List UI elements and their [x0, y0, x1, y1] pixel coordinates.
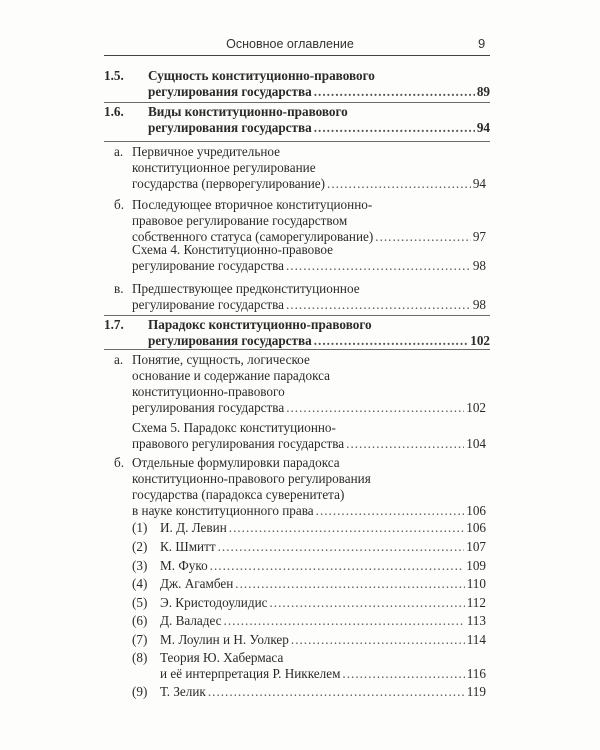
section-separator [104, 349, 490, 350]
toc-entry-number: а. [114, 144, 124, 159]
dot-leader [286, 400, 464, 416]
toc-entry-title-line: Первичное учредительное [132, 144, 280, 159]
toc-entry-page-number: 94 [472, 176, 486, 191]
toc-entry-number: 1.5. [104, 68, 124, 83]
toc-entry-title-line: Д. Валадес [160, 613, 222, 628]
toc-entry-number: (3) [132, 558, 148, 573]
toc-entry-page-number: 110 [466, 576, 486, 591]
toc-entry-page-number: 106 [466, 520, 486, 535]
toc-entry-title-line: правовое регулирование государством [132, 213, 348, 228]
running-header-page-number: 9 [478, 36, 486, 51]
toc-entry-number: (7) [132, 632, 148, 647]
toc-entry-page-number: 113 [466, 613, 486, 628]
dot-leader [314, 120, 475, 136]
toc-entry-title-line: основание и содержание парадокса [132, 368, 331, 383]
toc-entry-title-line: Отдельные формулировки парадокса [132, 455, 340, 470]
toc-entry-number: 1.6. [104, 104, 124, 119]
toc-entry-title-line: регулирование государства [132, 258, 284, 273]
section-separator [104, 141, 490, 142]
toc-entry-title-line: Э. Кристодоулидис [160, 595, 268, 610]
toc-entry-page-number: 102 [466, 400, 486, 415]
section-separator [104, 315, 490, 316]
toc-entry-title-line: регулирования государства [148, 333, 312, 348]
toc-entry-page-number: 97 [472, 229, 486, 244]
toc-entry-page-number: 98 [472, 258, 486, 273]
toc-entry-number: б. [114, 197, 125, 212]
dot-leader [327, 176, 471, 192]
running-header-title: Основное оглавление [226, 37, 354, 51]
toc-entry-number: (6) [132, 613, 148, 628]
toc-entry-number: (1) [132, 520, 148, 535]
toc-entry-title-line: конституционно-правового регулирования [132, 471, 371, 486]
toc-entry-page-number: 104 [466, 436, 486, 451]
toc-entry-title-line: М. Лоулин и Н. Уолкер [160, 632, 289, 647]
toc-entry-title-line: Теория Ю. Хабермаса [160, 650, 284, 665]
dot-leader [314, 333, 468, 349]
toc-entry-title-line: и её интерпретация Р. Никкелем [160, 666, 341, 681]
toc-entry-title-line: регулирования государства [148, 84, 312, 99]
dot-leader [346, 436, 464, 452]
dot-leader [218, 539, 465, 555]
toc-entry-title-line: регулирования государства [148, 120, 312, 135]
toc-entry-title-line: Т. Зелик [160, 684, 206, 699]
toc-entry-page-number: 89 [476, 84, 490, 99]
dot-leader [208, 684, 465, 700]
toc-entry-title-line: Виды конституционно-правового [148, 104, 348, 119]
toc-entry-title-line: Схема 5. Парадокс конституционно- [132, 420, 336, 435]
toc-entry-number: (2) [132, 539, 148, 554]
toc-entry-title-line: К. Шмитт [160, 539, 216, 554]
toc-entry-page-number: 102 [470, 333, 490, 348]
toc-entry-number: б. [114, 455, 125, 470]
dot-leader [316, 503, 465, 519]
toc-entry-title-line: Парадокс конституционно-правового [148, 317, 372, 332]
toc-entry-title-line: в науке конституционного права [132, 503, 314, 518]
toc-entry-number: а. [114, 352, 124, 367]
toc-entry-number: (5) [132, 595, 148, 610]
dot-leader [229, 520, 464, 536]
dot-leader [210, 558, 465, 574]
toc-entry-page-number: 98 [472, 297, 486, 312]
toc-entry-page-number: 112 [466, 595, 486, 610]
toc-entry-title-line: конституционно-правового [132, 384, 285, 399]
toc-entry-title-line: конституционное регулирование [132, 160, 316, 175]
toc-entry-title-line: Дж. Агамбен [160, 576, 234, 591]
toc-entry-title-line: государства (парадокса суверенитета) [132, 487, 345, 502]
toc-entry-number: (8) [132, 650, 148, 665]
toc-entry-title-line: собственного статуса (саморегулирование) [132, 229, 374, 244]
toc-entry-title-line: Сущность конституционно-правового [148, 68, 375, 83]
section-separator [104, 102, 490, 103]
dot-leader [342, 666, 464, 682]
toc-entry-page-number: 106 [466, 503, 486, 518]
toc-entry-title-line: И. Д. Левин [160, 520, 227, 535]
dot-leader [286, 258, 471, 274]
toc-entry-title-line: Понятие, сущность, логическое [132, 352, 310, 367]
toc-entry-title-line: регулирование государства [132, 297, 284, 312]
toc-entry-title-line: Последующее вторичное конституционно- [132, 197, 373, 212]
dot-leader [269, 595, 464, 611]
toc-entry-page-number: 119 [466, 684, 486, 699]
toc-entry-number: (4) [132, 576, 148, 591]
dot-leader [286, 297, 471, 313]
toc-entry-page-number: 94 [476, 120, 490, 135]
toc-entry-title-line: регулирования государства [132, 400, 285, 415]
dot-leader [224, 613, 465, 629]
toc-entry-title-line: Схема 4. Конституционно-правовое [132, 242, 333, 257]
toc-entry-title-line: правового регулирования государства [132, 436, 345, 451]
toc-entry-number: в. [114, 281, 124, 296]
toc-entry-page-number: 109 [466, 558, 486, 573]
toc-entry-page-number: 107 [466, 539, 486, 554]
toc-entry-title-line: М. Фуко [160, 558, 208, 573]
toc-entry-title-line: государства (перворегулирование) [132, 176, 326, 191]
toc-entry-page-number: 114 [466, 632, 486, 647]
dot-leader [235, 576, 464, 592]
header-rule [104, 55, 490, 56]
toc-entry-page-number: 116 [466, 666, 486, 681]
dot-leader [314, 84, 475, 100]
dot-leader [291, 632, 465, 648]
toc-entry-number: 1.7. [104, 317, 124, 332]
toc-entry-number: (9) [132, 684, 148, 699]
toc-entry-title-line: Предшествующее предконституционное [132, 281, 360, 296]
